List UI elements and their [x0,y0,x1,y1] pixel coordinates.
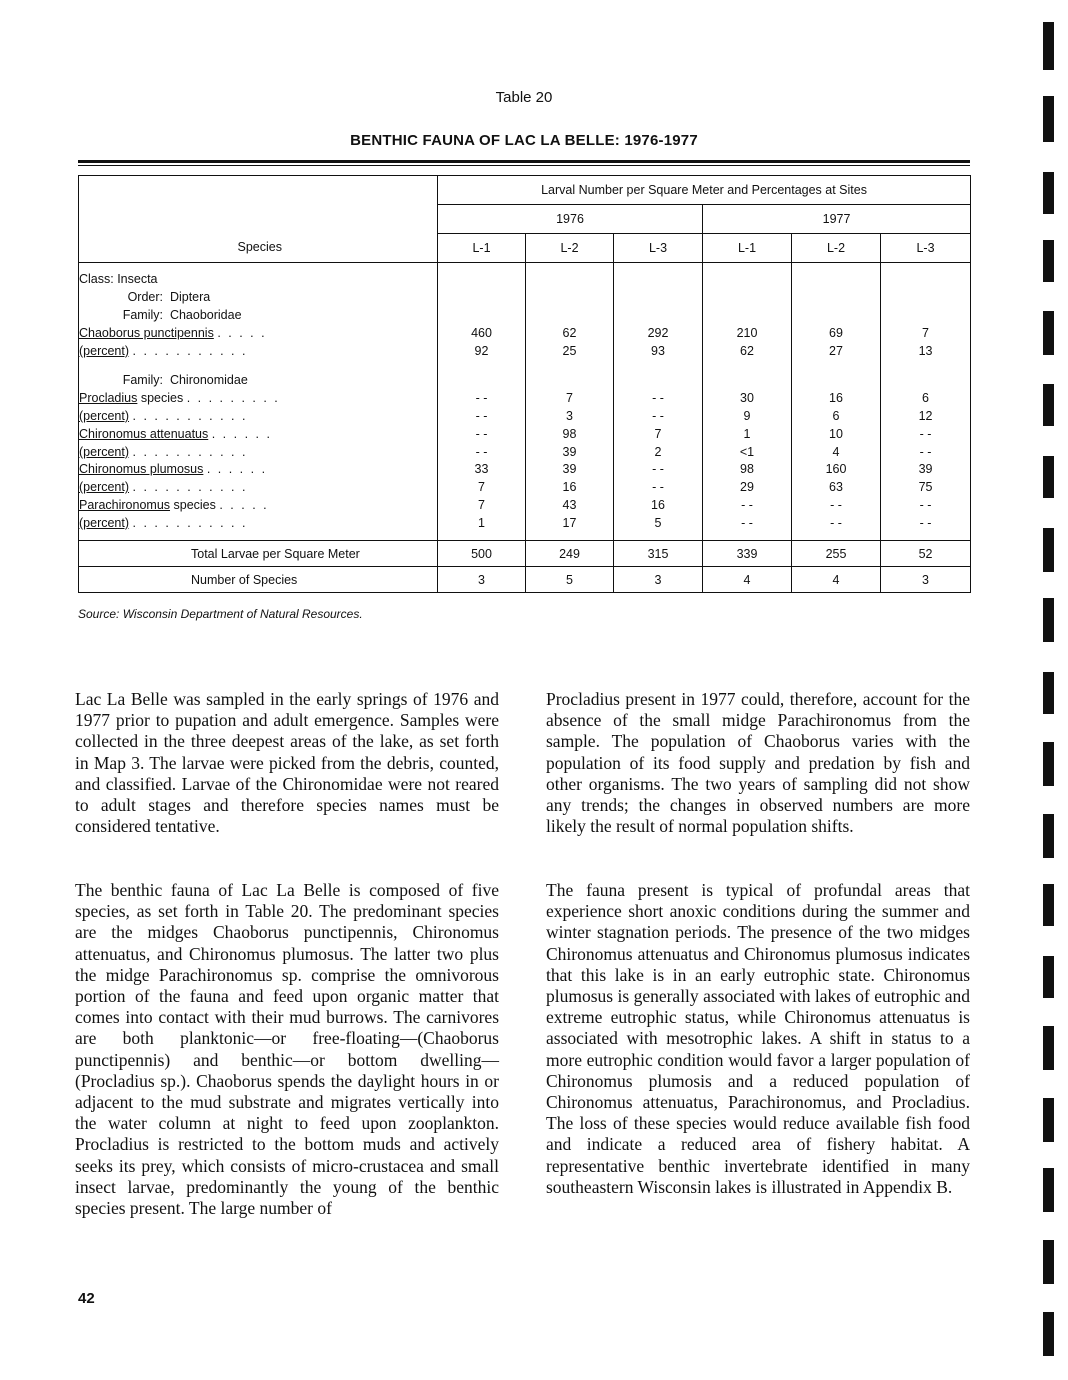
table-cell: 16 [526,479,614,497]
table-cell: 16 [792,390,881,408]
right-column-paragraph-1: Procladius present in 1977 could, therefore, account for the absence of the small midge Parachironomus from the sample. The population of Chaoborus varies with the population of its food supply and predation by fish and other organisms. The two years of sampling did not show any trends; the changes in observed numbers are more likely the result of normal population shifts. [546,689,970,837]
leader-dots: . . . . . [217,325,267,340]
table-row [79,461,971,479]
table-cell: 4 [703,567,792,593]
table-cell: 10 [792,425,881,443]
table-cell: 7 [614,425,703,443]
table-cell: 460 [438,324,526,342]
row-name: Chironomus plumosus [79,462,204,477]
table-row [79,443,971,461]
table-cell: - - [881,443,971,461]
site-header: L-1 [438,234,526,263]
table-cell: 210 [703,324,792,342]
page-number: 42 [78,1290,95,1307]
table-cell: 33 [438,461,526,479]
table-cell: - - [792,497,881,515]
species-name [79,425,438,443]
table-cell: 4 [792,567,881,593]
total-row [79,541,971,567]
site-header: L-3 [614,234,703,263]
table-cell: 292 [614,324,703,342]
table-cell: 62 [526,324,614,342]
table-cell: 17 [526,514,614,532]
year-1976: 1976 [438,205,703,234]
leader-dots: . . . . . . . . . . . [132,515,248,530]
table-cell: - - [703,514,792,532]
row-name-suffix: species [170,497,216,512]
percent-label [79,479,438,497]
row-name: (percent) [79,444,130,459]
table-cell: - - [881,497,971,515]
table-row [79,324,971,342]
species-name [79,390,438,408]
table-row [79,372,971,390]
table-cell: 4 [792,443,881,461]
table-cell: 6 [881,390,971,408]
row-name-suffix: species [137,391,184,406]
table-cell: 1 [438,514,526,532]
table-cell: 39 [526,443,614,461]
table-row [79,390,971,408]
table-cell: - - [438,425,526,443]
table-cell: 98 [526,425,614,443]
header-group: Larval Number per Square Meter and Percentages at Sites [438,176,971,205]
percent-label [79,443,438,461]
table-cell: 3 [438,567,526,593]
table-cell: 62 [703,342,792,360]
table-cell: 255 [792,541,881,567]
table-cell: 43 [526,497,614,515]
species-header-label: Species [237,240,282,254]
table-cell: 75 [881,479,971,497]
row-name: Parachironomus [79,497,171,512]
title-rule-thick [78,160,970,163]
order-value: Diptera [169,290,211,305]
table-cell: - - [438,443,526,461]
table-cell: - - [614,479,703,497]
table-cell: 29 [703,479,792,497]
table-cell: - - [614,408,703,426]
table-cell: 1 [703,425,792,443]
table-cell: 5 [526,567,614,593]
table-cell: 7 [526,390,614,408]
row-name: (percent) [79,343,130,358]
table-row [79,514,971,532]
row-label: Total Larvae per Square Meter [79,541,438,567]
family-value: Chironomidae [169,373,248,388]
table-row [79,408,971,426]
species-name [79,497,438,515]
right-column-paragraph-2: The fauna present is typical of profundal areas that experience short anoxic conditions during the summer and winter stagnation periods. The presence of the two midges Chironomus attenuatus and Chironomus plumosus indicates that this lake is in an early eutrophic state. Chironomus plumosus is generally associated with lakes of eutrophic and extreme eutrophic status, while Chironomus attenuatus is associated with mesotrophic lakes. A shift in status to a more eutrophic condition would favor a larger population of Chironomus plumosis and a reduced population of Chironomus attenuatus, Parachironomus, and Procladius. The loss of these species would reduce available fish food and indicate a reduced area of fishery habitat. A representative benthic invertebrate identified in many southeastern Wisconsin lakes is illustrated in Appendix B. [546,880,970,1197]
order-label: Order: [127,290,163,305]
left-column-paragraph-1: Lac La Belle was sampled in the early springs of 1976 and 1977 prior to pupation and adult emergence. Samples were collected in the three deepest areas of the lake, as set forth in Map 3. The larvae were picked from the debris, counted, and classified. Larvae of the Chironomidae were not reared to adult stages and therefore species names must be considered tentative. [75,689,499,837]
table-cell: 52 [881,541,971,567]
table-cell: 93 [614,342,703,360]
year-1977: 1977 [703,205,971,234]
species-count-row [79,567,971,593]
row-name: (percent) [79,480,130,495]
table-cell: 315 [614,541,703,567]
table-cell: - - [881,425,971,443]
table-cell: - - [614,390,703,408]
row-name: Procladius [79,391,138,406]
table-cell: 3 [526,408,614,426]
table-cell: 39 [881,461,971,479]
family-label: Family: [122,373,163,388]
row-label: Number of Species [79,567,438,593]
table-row [79,289,971,307]
table-row [79,497,971,515]
table-cell: 339 [703,541,792,567]
row-name: Chaoborus punctipennis [79,325,214,340]
table-cell: - - [881,514,971,532]
table-cell: 39 [526,461,614,479]
table-cell: 27 [792,342,881,360]
left-column-paragraph-2: The benthic fauna of Lac La Belle is composed of five species, as set forth in Table 20. The predominant species are the midges Chaoborus punctipennis, Chironomus attenuatus, and Chironomus plumosus. The latter two plus the midge Parachironomus sp. comprise the omnivorous portion of the fauna and feed upon organic matter that comes into contact with their mud burrows. The carnivores are both planktonic—or free-floating—(Chaoborus punctipennis) and benthic—or bottom dwelling—(Procladius sp.). Chaoborus spends the daylight hours in or adjacent to the mud substrate and migrates vertically into the water column at night to feed upon zooplankton. Procladius is restricted to the bottom muds and actively seeks its prey, which consists of micro-crustacea and small insect larvae, predominantly the young of the benthic species present. The large number of [75,880,499,1219]
table-cell: 160 [792,461,881,479]
table-row [79,425,971,443]
table-cell: 2 [614,443,703,461]
site-header: L-2 [526,234,614,263]
row-name: (percent) [79,408,130,423]
benthic-fauna-table [78,175,971,593]
percent-label [79,408,438,426]
table-cell: 30 [703,390,792,408]
row-name: Chironomus attenuatus [79,426,209,441]
table-row [79,307,971,325]
site-header: L-3 [881,234,971,263]
family-value: Chaoboridae [169,307,242,322]
percent-label [79,342,438,360]
leader-dots: . . . . . . [206,462,268,477]
row-name: (percent) [79,515,130,530]
leader-dots: . . . . . . . . . . . [132,343,248,358]
table-cell: 6 [792,408,881,426]
table-cell: 12 [881,408,971,426]
leader-dots: . . . . . . . . . . . [132,480,248,495]
species-name [79,461,438,479]
title-rule-thin [78,165,970,166]
site-header: L-2 [792,234,881,263]
table-cell: 25 [526,342,614,360]
species-name [79,324,438,342]
table-row [79,342,971,360]
table-cell: 5 [614,514,703,532]
table-cell: 13 [881,342,971,360]
table-cell: 3 [881,567,971,593]
table-cell: - - [438,390,526,408]
table-cell: 16 [614,497,703,515]
percent-label [79,514,438,532]
leader-dots: . . . . . . . . . . . [132,444,248,459]
table-title: BENTHIC FAUNA OF LAC LA BELLE: 1976-1977 [350,132,698,149]
table-cell: 9 [703,408,792,426]
table-cell: 500 [438,541,526,567]
table-cell: 98 [703,461,792,479]
leader-dots: . . . . . [219,497,269,512]
table-row [79,271,971,289]
table-cell: - - [792,514,881,532]
table-source: Source: Wisconsin Department of Natural Resources. [78,607,363,621]
class-label: Class: Insecta [79,271,438,289]
site-header: L-1 [703,234,792,263]
table-cell: - - [438,408,526,426]
table-cell: 249 [526,541,614,567]
table-cell: 69 [792,324,881,342]
leader-dots: . . . . . . [211,426,272,441]
table-cell: - - [703,497,792,515]
table-cell: - - [614,461,703,479]
family-label: Family: [122,307,163,322]
table-cell: 7 [438,479,526,497]
table-cell: 7 [438,497,526,515]
table-cell: 63 [792,479,881,497]
leader-dots: . . . . . . . . . . . [132,408,248,423]
table-number: Table 20 [495,89,553,106]
table-cell: 92 [438,342,526,360]
table-cell: <1 [703,443,792,461]
leader-dots: . . . . . . . . . [186,391,280,406]
table-cell: 7 [881,324,971,342]
table-row [79,479,971,497]
species-header [79,176,438,263]
table-cell: 3 [614,567,703,593]
